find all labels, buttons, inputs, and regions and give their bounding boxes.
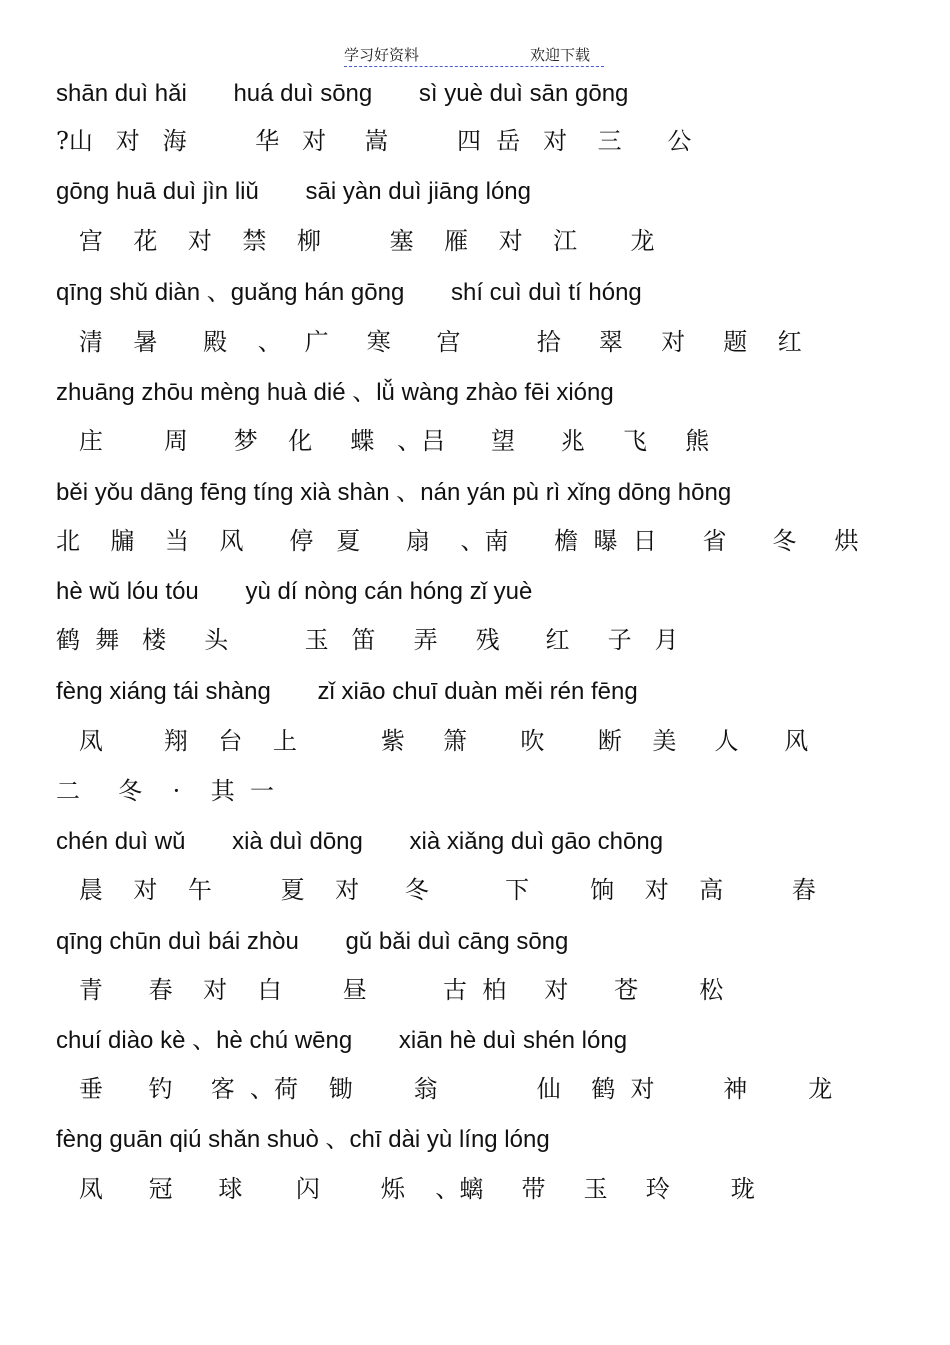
hanzi-line: ?山 对 海 华 对 嵩 四 岳 对 三 公: [56, 127, 692, 155]
hanzi-line: 晨 对 午 夏 对 冬 下 饷 对 高 舂: [56, 876, 816, 904]
header-left-text: 学习好资料: [344, 46, 420, 64]
pinyin-line: chén duì wǔ xià duì dōng xià xiǎng duì gāo chōng: [56, 828, 664, 855]
hanzi-line: 凤 冠 球 闪 烁 、螭 带 玉 玲 珑: [56, 1175, 755, 1203]
hanzi-line: 清 暑 殿 、 广 寒 宫 拾 翠 对 题 红: [56, 328, 802, 356]
hanzi-line: 庄 周 梦 化 蝶 、吕 望 兆 飞 熊: [56, 427, 710, 455]
hanzi-line: 鹤 舞 楼 头 玉 笛 弄 残 红 子 月: [56, 626, 679, 654]
page-header: [344, 42, 604, 67]
hanzi-line: 宫 花 对 禁 柳 塞 雁 对 江 龙: [56, 227, 655, 255]
pinyin-line: fèng xiáng tái shàng zǐ xiāo chuī duàn měi rén fēng: [56, 678, 638, 705]
pinyin-line: fèng guān qiú shǎn shuò 、chī dài yù líng lóng: [56, 1126, 550, 1153]
hanzi-line: 垂 钓 客 、荷 锄 翁 仙 鹤 对 神 龙: [56, 1075, 833, 1103]
hanzi-line: 北 牖 当 风 停 夏 扇 、南 檐 曝 日 省 冬 烘: [56, 527, 859, 555]
pinyin-line: qīng chūn duì bái zhòu gǔ bǎi duì cāng sōng: [56, 928, 569, 955]
header-right-text: 欢迎下载: [530, 46, 591, 64]
pinyin-line: shān duì hǎi huá duì sōng sì yuè duì sān gōng: [56, 80, 629, 107]
pinyin-line: zhuāng zhōu mèng huà dié 、lǚ wàng zhào fēi xióng: [56, 379, 614, 406]
pinyin-line: gōng huā duì jìn liǔ sāi yàn duì jiāng lóng: [56, 178, 531, 205]
pinyin-line: chuí diào kè 、hè chú wēng xiān hè duì shén lóng: [56, 1027, 628, 1054]
pinyin-line: hè wǔ lóu tóu yù dí nòng cán hóng zǐ yuè: [56, 578, 533, 605]
pinyin-line: qīng shǔ diàn 、guǎng hán gōng shí cuì duì tí hóng: [56, 279, 642, 306]
pinyin-line: běi yǒu dāng fēng tíng xià shàn 、nán yán pù rì xǐng dōng hōng: [56, 479, 732, 506]
hanzi-line: 凤 翔 台 上 紫 箫 吹 断 美 人 风: [56, 727, 809, 755]
hanzi-line: 青 春 对 白 昼 古 柏 对 苍 松: [56, 976, 724, 1004]
section-heading: 二 冬 · 其 一: [56, 777, 275, 805]
